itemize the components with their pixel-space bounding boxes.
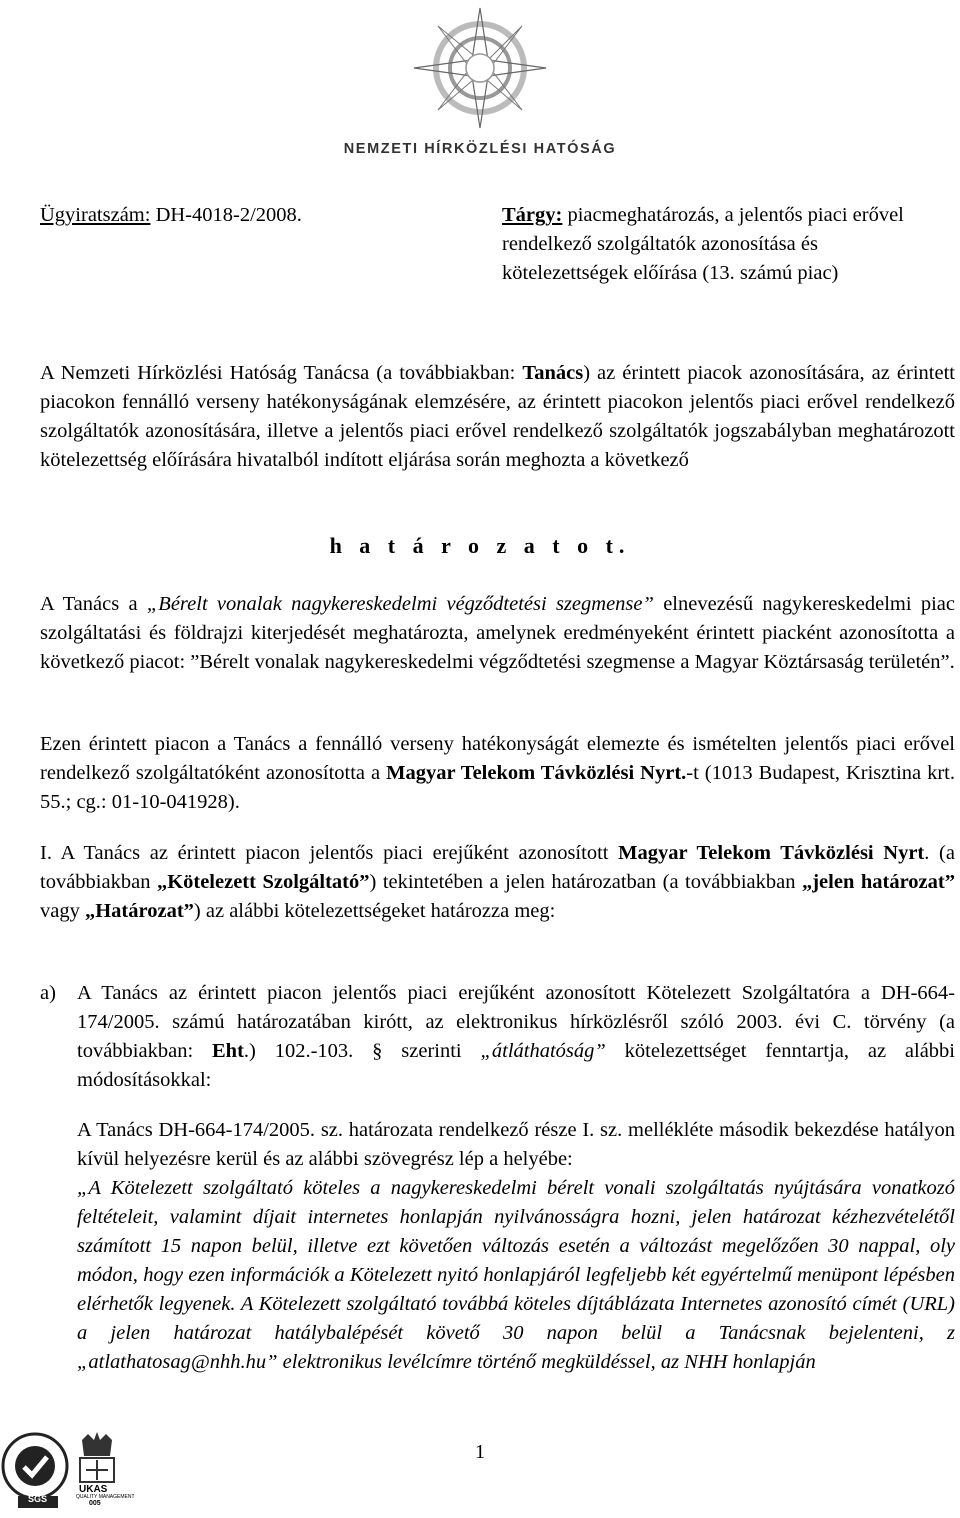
- intro-bold-term: Tanács: [522, 362, 584, 384]
- para1-text-start: A Tanács a: [40, 593, 147, 615]
- market-definition-paragraph: [40, 590, 955, 677]
- subject-text: piacmeghatározás, a jelentős piaci erővel rendelkező szolgáltatók azonosítása és kötelezettségek előírása (13. számú piac): [502, 204, 904, 284]
- para3-decision: „Határozat”: [84, 900, 194, 922]
- sgs-certification-badge: [0, 1430, 70, 1518]
- intro-paragraph: [40, 359, 955, 475]
- intro-text-end: ) az érintett piacok azonosítására, az érintett piacokon fennálló verseny hatékonyságának elemzésére, az érintett piacokon jelentős piaci erővel rendelkező szolgáltatók azonosítására, illetve a jelentős piaci erővel rendelkező szolgáltatók jogszabályban meghatározott kötelezettség előírására hivatalból indított eljárása során meghozta a következő: [40, 362, 955, 471]
- case-number-block: [40, 201, 400, 230]
- ukas-badge: [74, 1430, 135, 1518]
- ukas-name: UKAS: [79, 1484, 108, 1495]
- para3-text-5: ) az alábbi kötelezettségeket határozza meg:: [193, 900, 556, 922]
- item-a-text-3: kötelezettséget fenntartja, az alábbi módosításokkal:: [77, 1040, 955, 1091]
- nhh-star-emblem-icon: [410, 4, 550, 132]
- ukas-subtitle: QUALITY MANAGEMENT: [76, 1494, 135, 1500]
- para3-company: Magyar Telekom Távközlési Nyrt: [618, 842, 925, 864]
- item-a-text-2: .) 102.-103. § szerinti: [243, 1040, 481, 1062]
- para1-text-end: elnevezésű nagykereskedelmi piac szolgáltatási és földrajzi kiterjedését meghatározta, amelynek eredményeként érintett piacként azonosította a következő piacot: ”Bérelt vonalak nagykereskedelmi végződtetési szegmense a Magyar Köztársaság területén”.: [40, 593, 955, 673]
- obligations-paragraph: [40, 839, 955, 926]
- item-a-transparency: „átláthatóság”: [480, 1040, 606, 1062]
- para3-text-1: I. A Tanács az érintett piacon jelentős piaci erejűként azonosított: [40, 842, 619, 864]
- para2-company-name: Magyar Telekom Távközlési Nyrt.: [386, 762, 687, 784]
- brand-name: NEMZETI HÍRKÖZLÉSI HATÓSÁG: [343, 141, 617, 157]
- item-a-body: [77, 979, 955, 1095]
- para3-text-3: ) tekintetében a jelen határozatban (a továbbiakban: [369, 871, 802, 893]
- nhh-logo: [300, 4, 660, 157]
- subject-label: Tárgy:: [502, 204, 563, 226]
- case-number-value: DH-4018-2/2008.: [155, 204, 302, 226]
- para2-text-start: Ezen érintett piacon a Tanács a fennálló verseny hatékonyságát elemezte és ismételten jelentős piaci erővel rendelkező szolgáltatóként azonosította a: [40, 733, 955, 784]
- item-a-detail-text: A Tanács DH-664-174/2005. sz. határozata rendelkező része I. sz. mellékléte második bekezdése hatályon kívül helyezésre kerül és az alábbi szövegrész lép a helyébe:: [77, 1119, 955, 1170]
- item-a-text-1: A Tanács az érintett piacon jelentős piaci erejűként azonosított Kötelezett Szolgáltatóra a DH-664-174/2005. számú határozatában kirótt, az elektronikus hírközlésről szóló 2003. évi C. törvény (a továbbiakban:: [77, 982, 955, 1062]
- item-a-law-abbrev: Eht: [212, 1040, 244, 1062]
- page-number: 1: [474, 1441, 486, 1463]
- decision-title: h a t á r o z a t o t.: [329, 533, 631, 558]
- para3-this-decision: „jelen határozat”: [801, 871, 955, 893]
- subject-block: [502, 201, 922, 288]
- para1-market-name: „Bérelt vonalak nagykereskedelmi végződtetési szegmense”: [146, 593, 654, 615]
- intro-text-start: A Nemzeti Hírközlési Hatóság Tanácsa (a továbbiakban:: [40, 362, 523, 384]
- para3-text-4: vagy: [40, 900, 85, 922]
- smp-designation-paragraph: [40, 730, 955, 817]
- para3-text-2: . (a továbbiakban: [40, 842, 955, 893]
- para3-obliged-provider: „Kötelezett Szolgáltató”: [156, 871, 370, 893]
- case-number-label: Ügyiratszám:: [40, 204, 151, 226]
- item-a-detail-quote: „A Kötelezett szolgáltató köteles a nagykereskedelmi bérelt vonali szolgáltatás nyújtására vonatkozó feltételeit, valamint díjait internetes honlapján nyilvánosságra hozni, jelen határozat kézhezvételétől számított 15 napon belül, illetve ezt követően változás esetén a változást megelőzően 30 nappal, oly módon, hogy ezen információk a Kötelezett nyitó honlapjáról legfeljebb két egyértelmű menüpont lépésben elérhetők legyenek. A Kötelezett szolgáltató továbbá köteles díjtáblázata Internetes azonosító címét (URL) a jelen határozat hatálybalépését követő 30 napon belül a Tanácsnak bejelenteni, z „atlathatosag@nhh.hu” elektronikus levélcímre történő megküldéssel, az NHH honlapján: [77, 1177, 955, 1373]
- para2-text-end: -t (1013 Budapest, Krisztina krt. 55.; cg.: 01-10-041928).: [40, 762, 955, 813]
- ukas-number: 005: [89, 1500, 101, 1507]
- item-a-marker: a): [40, 982, 56, 1004]
- badge-left-bottom: SGS: [28, 1494, 48, 1504]
- item-a-detail-body: [77, 1116, 955, 1377]
